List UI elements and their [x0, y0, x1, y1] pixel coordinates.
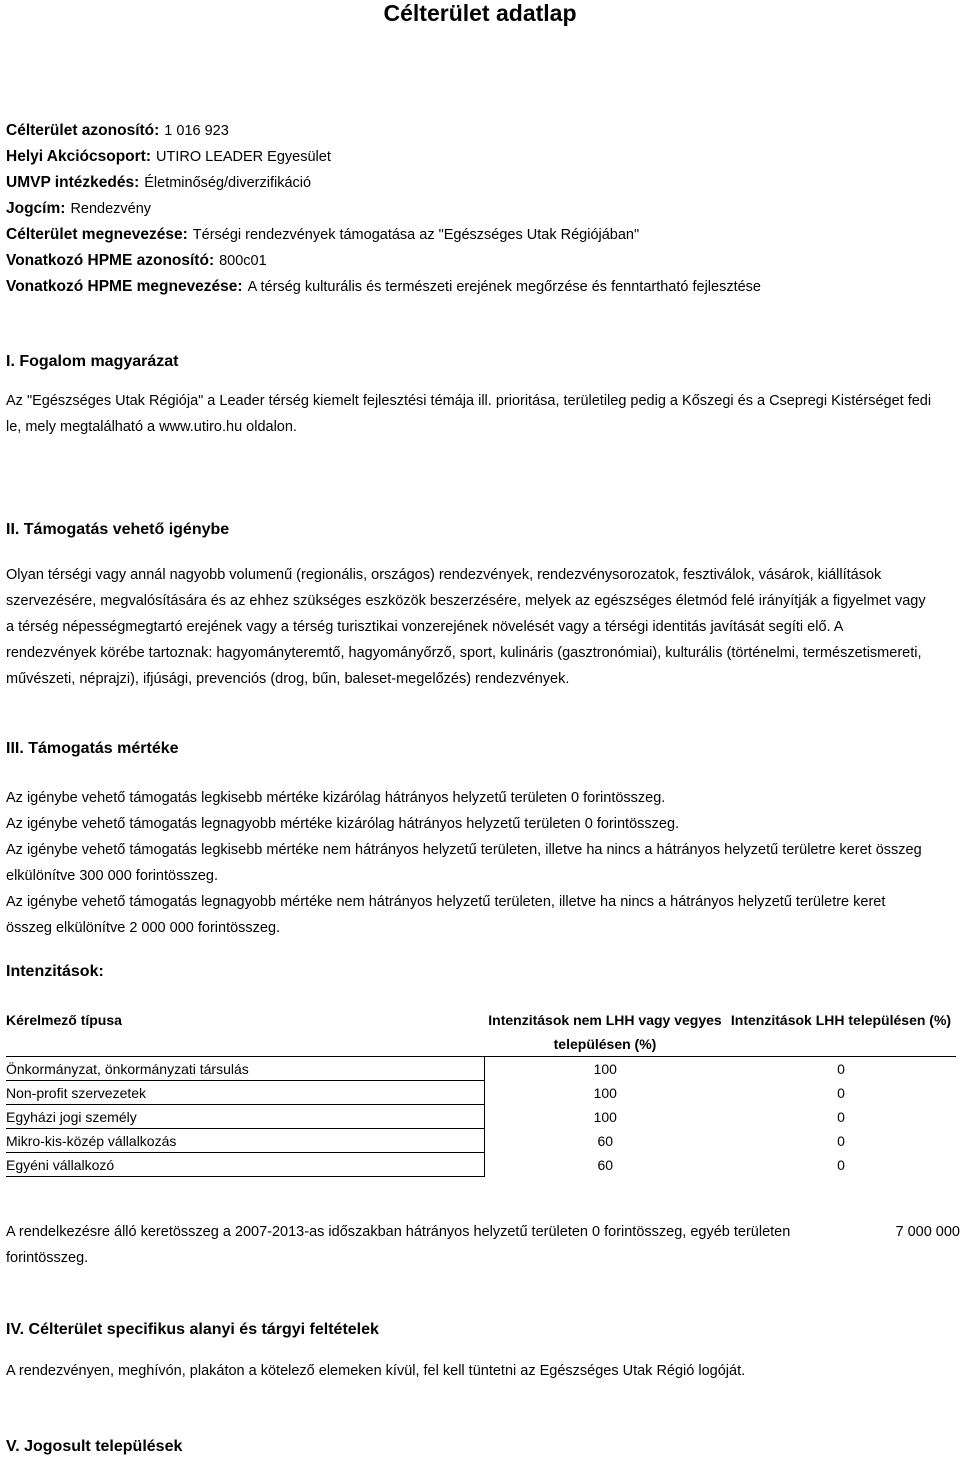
text-line: összeg elkülönítve 2 000 000 forintösszeg. — [6, 920, 281, 936]
page-title: Célterület adatlap — [383, 0, 577, 26]
text-line: a térség népességmegtartó erejének vagy a térség turisztikai vonzerejének növelését vagy a térségi identitás javítását segíti elő. A — [6, 619, 844, 635]
table-cell: 60 — [597, 1132, 614, 1149]
intensity-heading-block — [6, 962, 954, 982]
meta-label: Vonatkozó HPME megnevezése: — [6, 278, 243, 295]
column-header: Kérelmező típusa — [6, 1012, 122, 1028]
budget-paragraph — [6, 1219, 960, 1271]
section-heading: II. Támogatás vehető igénybe — [6, 521, 230, 538]
table-cell: Önkormányzat, önkormányzati társulás — [6, 1057, 484, 1081]
budget-text: A rendelkezésre álló keretösszeg a 2007-2013-as időszakban hátrányos helyzetű területen 0 forintösszeg, egyéb területen — [6, 1224, 791, 1240]
section-text — [6, 562, 954, 692]
table-cell: 100 — [593, 1108, 617, 1125]
section-eligible-settlements — [6, 1437, 954, 1457]
intensity-table — [6, 1008, 956, 1177]
meta-value: 800c01 — [219, 253, 267, 269]
text-line: Az igénybe vehető támogatás legnagyobb mértéke nem hátrányos helyzetű területen, illetve ha nincs a hátrányos helyzetű területre keret — [6, 894, 886, 910]
table-cell: 0 — [837, 1084, 845, 1101]
section-text — [6, 1358, 954, 1384]
text-line — [6, 1219, 960, 1245]
table-row — [6, 1153, 956, 1177]
section-heading: IV. Célterület specifikus alanyi és tárgyi feltételek — [6, 1321, 379, 1338]
table-cell: 0 — [837, 1108, 845, 1125]
text-line: művészeti, néprajzi), ifjúsági, prevenciós (drog, bűn, baleset-megelőzés) rendezvények. — [6, 671, 570, 687]
column-header: Intenzitások nem LHH vagy vegyes településen (%) — [488, 1012, 722, 1052]
section-support-rate — [6, 739, 954, 941]
meta-row-measure — [6, 170, 761, 196]
meta-row-title — [6, 196, 761, 222]
text-line: Az igénybe vehető támogatás legkisebb mértéke nem hátrányos helyzetű területen, illetve ha nincs a hátrányos helyzetű területre keret összeg — [6, 842, 922, 858]
section-heading: I. Fogalom magyarázat — [6, 353, 179, 370]
text-line: Az igénybe vehető támogatás legnagyobb mértéke kizárólag hátrányos helyzetű területen 0 forintösszeg. — [6, 816, 680, 832]
meta-label: Helyi Akciócsoport: — [6, 148, 151, 165]
meta-value: Rendezvény — [70, 201, 152, 217]
table-cell: Egyházi jogi személy — [6, 1105, 484, 1129]
section-heading: V. Jogosult települések — [6, 1438, 183, 1455]
meta-label: Célterület megnevezése: — [6, 226, 188, 243]
meta-row-action-group — [6, 144, 761, 170]
budget-amount: 7 000 000 — [895, 1224, 960, 1240]
column-header: Intenzitások LHH településen (%) — [730, 1012, 952, 1028]
table-cell: Egyéni vállalkozó — [6, 1153, 484, 1177]
table-cell: 100 — [593, 1084, 617, 1101]
table-cell: Mikro-kis-közép vállalkozás — [6, 1129, 484, 1153]
text-line: Az "Egészséges Utak Régiója" a Leader térség kiemelt fejlesztési témája ill. prioritása, területileg pedig a Kőszegi és a Csepregi Kistérséget fedi — [6, 393, 932, 409]
meta-value: UTIRO LEADER Egyesület — [156, 149, 331, 165]
meta-label: Célterület azonosító: — [6, 122, 160, 139]
table-row — [6, 1057, 956, 1081]
section-text — [6, 1219, 960, 1271]
text-line: forintösszeg. — [6, 1250, 89, 1266]
text-line: le, mely megtalálható a www.utiro.hu oldalon. — [6, 419, 297, 435]
table-row — [6, 1105, 956, 1129]
section-text — [6, 785, 954, 941]
meta-value: Életminőség/diverzifikáció — [144, 175, 312, 191]
section-heading: III. Támogatás mértéke — [6, 740, 179, 757]
section-definition — [6, 352, 954, 440]
text-line: szervezésére, megvalósítására és az ehhez szükséges eszközök beszerzésére, melyek az egészséges életmód felé irányítják a figyelmet vagy — [6, 593, 926, 609]
meta-value: Térségi rendezvények támogatása az "Egészséges Utak Régiójában" — [192, 227, 640, 243]
table-cell: 0 — [837, 1132, 845, 1149]
meta-value: A térség kulturális és természeti erejének megőrzése és fenntartható fejlesztése — [247, 279, 761, 295]
meta-label: Vonatkozó HPME azonosító: — [6, 252, 215, 269]
meta-row-hpme-id — [6, 248, 761, 274]
table-row — [6, 1129, 956, 1153]
meta-value: 1 016 923 — [164, 123, 229, 139]
text-line: elkülönítve 300 000 forintösszeg. — [6, 868, 218, 884]
section-text — [6, 388, 954, 440]
intensity-heading: Intenzitások: — [6, 963, 104, 980]
table-cell: 0 — [837, 1156, 845, 1173]
meta-label: UMVP intézkedés: — [6, 174, 140, 191]
table-cell: 0 — [837, 1060, 845, 1077]
meta-row-target-id — [6, 118, 761, 144]
section-conditions — [6, 1320, 954, 1384]
meta-row-hpme-name — [6, 274, 761, 300]
meta-label: Jogcím: — [6, 200, 66, 217]
text-line: A rendezvényen, meghívón, plakáton a kötelező elemeken kívül, fel kell tüntetni az Egészséges Utak Régió logóját. — [6, 1363, 746, 1379]
table-row — [6, 1081, 956, 1105]
section-eligible-support — [6, 520, 954, 692]
table-cell: Non-profit szervezetek — [6, 1081, 484, 1105]
table-header-row — [6, 1008, 956, 1057]
text-line: rendezvények körébe tartoznak: hagyományteremtő, hagyományőrző, sport, kulináris (gasztronómiai), kulturális (történelmi, természetismereti, — [6, 645, 922, 661]
text-line: Az igénybe vehető támogatás legkisebb mértéke kizárólag hátrányos helyzetű területen 0 forintösszeg. — [6, 790, 666, 806]
text-line: Olyan térségi vagy annál nagyobb volumenű (regionális, országos) rendezvények, rendezvénysorozatok, fesztiválok, vásárok, kiállítások — [6, 567, 882, 583]
meta-row-target-name — [6, 222, 761, 248]
meta-info — [6, 118, 761, 300]
table-cell: 100 — [593, 1060, 617, 1077]
table-cell: 60 — [597, 1156, 614, 1173]
